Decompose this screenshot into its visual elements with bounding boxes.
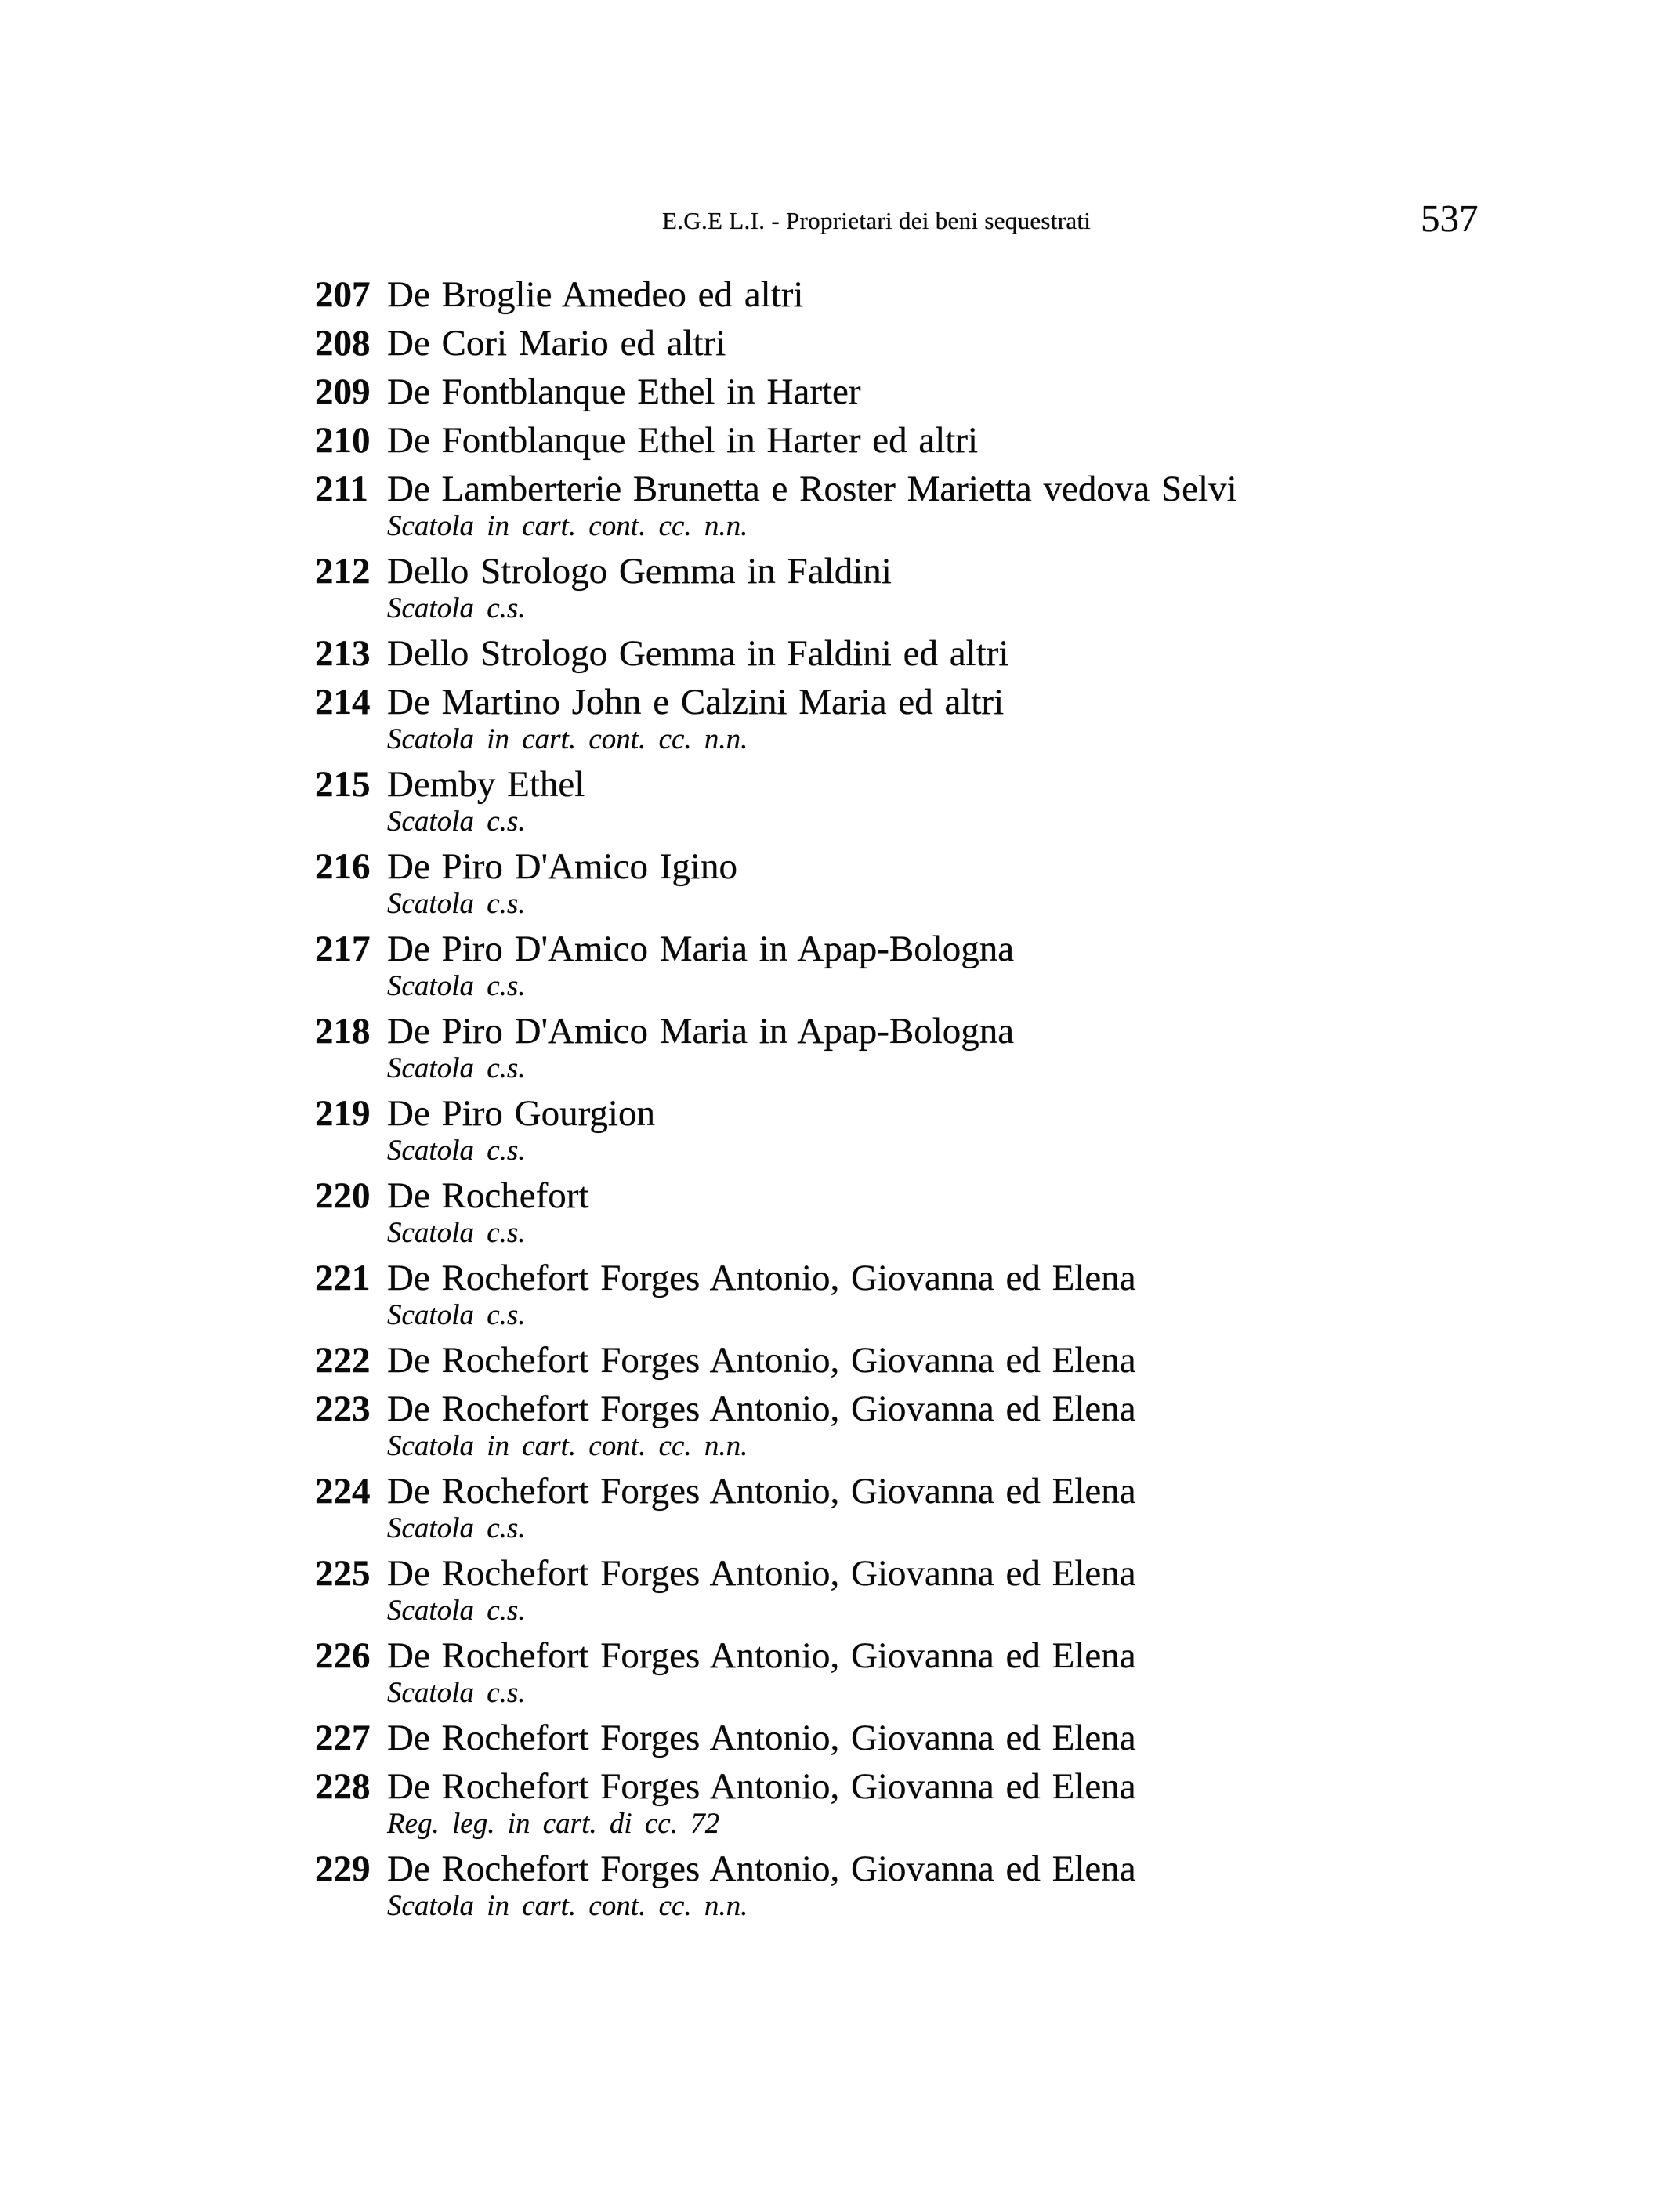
entry-name: De Broglie Amedeo ed altri [387,274,804,315]
list-item [315,846,1475,921]
entry-note: Scatola in cart. cont. cc. n.n. [387,1890,748,1922]
entry-note: Scatola c.s. [387,1512,526,1544]
list-item [315,1093,1475,1168]
entry-name: De Piro D'Amico Igino [387,846,737,887]
entry-number: 217 [315,929,371,969]
list-item [315,1258,1475,1332]
entry-note: Scatola c.s. [387,806,526,838]
entry-note: Scatola c.s. [387,970,526,1002]
entry-note: Scatola c.s. [387,1299,526,1331]
entry-number: 229 [315,1848,371,1889]
entry-number: 225 [315,1553,371,1594]
entry-name: De Rochefort Forges Antonio, Giovanna ed Elena [387,1766,1136,1807]
entry-name: Demby Ethel [387,764,585,805]
entry-note: Scatola c.s. [387,592,526,625]
entry-name: De Rochefort [387,1175,589,1216]
entry-name: De Rochefort Forges Antonio, Giovanna ed Elena [387,1340,1136,1381]
entry-name: De Cori Mario ed altri [387,323,726,364]
list-item [315,371,1475,412]
entry-name: De Martino John e Calzini Maria ed altri [387,682,1005,722]
list-item [315,1388,1475,1463]
entry-number: 226 [315,1635,371,1676]
entry-number: 220 [315,1175,371,1216]
list-item [315,929,1475,1003]
entry-number: 218 [315,1011,371,1052]
list-item [315,633,1475,674]
entry-number: 221 [315,1258,371,1298]
entry-name: De Rochefort Forges Antonio, Giovanna ed Elena [387,1718,1136,1758]
entry-number: 222 [315,1340,371,1381]
entry-note: Scatola c.s. [387,1135,526,1167]
list-item [315,1848,1475,1923]
entry-note: Scatola in cart. cont. cc. n.n. [387,723,748,755]
entry-name: De Rochefort Forges Antonio, Giovanna ed Elena [387,1258,1136,1298]
entry-name: De Fontblanque Ethel in Harter ed altri [387,420,979,461]
list-item [315,764,1475,838]
list-item [315,469,1475,543]
entry-number: 209 [315,371,371,412]
list-item [315,551,1475,625]
entry-number: 215 [315,764,371,805]
entry-number: 214 [315,682,371,722]
entry-number: 212 [315,551,371,592]
list-item [315,682,1475,756]
entry-list [315,274,1475,1931]
list-item [315,1718,1475,1758]
entry-name: De Rochefort Forges Antonio, Giovanna ed Elena [387,1848,1136,1889]
entry-name: De Lamberterie Brunetta e Roster Marietta vedova Selvi [387,469,1237,509]
page-header-title: E.G.E L.I. - Proprietari dei beni sequestrati [662,207,1092,234]
list-item [315,323,1475,364]
entry-note: Scatola c.s. [387,1677,526,1709]
entry-note: Scatola c.s. [387,1217,526,1249]
entry-name: De Rochefort Forges Antonio, Giovanna ed Elena [387,1553,1136,1594]
list-item [315,1471,1475,1545]
entry-number: 208 [315,323,371,364]
entry-note: Scatola c.s. [387,1052,526,1084]
entry-name: De Fontblanque Ethel in Harter [387,371,861,412]
entry-note: Scatola c.s. [387,888,526,920]
entry-number: 219 [315,1093,371,1134]
entry-number: 211 [315,469,368,509]
list-item [315,1011,1475,1085]
entry-number: 224 [315,1471,371,1512]
entry-number: 207 [315,274,371,315]
entry-name: De Piro Gourgion [387,1093,655,1134]
page-number: 537 [1421,197,1479,240]
list-item [315,274,1475,315]
entry-number: 227 [315,1718,371,1758]
entry-name: De Rochefort Forges Antonio, Giovanna ed Elena [387,1635,1136,1676]
list-item [315,1175,1475,1250]
entry-number: 216 [315,846,371,887]
entry-note: Scatola in cart. cont. cc. n.n. [387,510,748,542]
list-item [315,1635,1475,1710]
entry-note: Reg. leg. in cart. di cc. 72 [387,1808,720,1840]
entry-name: Dello Strologo Gemma in Faldini ed altri [387,633,1009,674]
list-item [315,1553,1475,1627]
entry-number: 213 [315,633,371,674]
entry-number: 228 [315,1766,371,1807]
entry-name: Dello Strologo Gemma in Faldini [387,551,892,592]
entry-name: De Piro D'Amico Maria in Apap-Bologna [387,929,1015,969]
list-item [315,1766,1475,1841]
entry-note: Scatola c.s. [387,1595,526,1627]
entry-note: Scatola in cart. cont. cc. n.n. [387,1430,748,1462]
list-item [315,1340,1475,1381]
entry-name: De Rochefort Forges Antonio, Giovanna ed Elena [387,1471,1136,1512]
list-item [315,420,1475,461]
entry-number: 210 [315,420,371,461]
entry-number: 223 [315,1388,371,1429]
entry-name: De Piro D'Amico Maria in Apap-Bologna [387,1011,1015,1052]
entry-name: De Rochefort Forges Antonio, Giovanna ed Elena [387,1388,1136,1429]
